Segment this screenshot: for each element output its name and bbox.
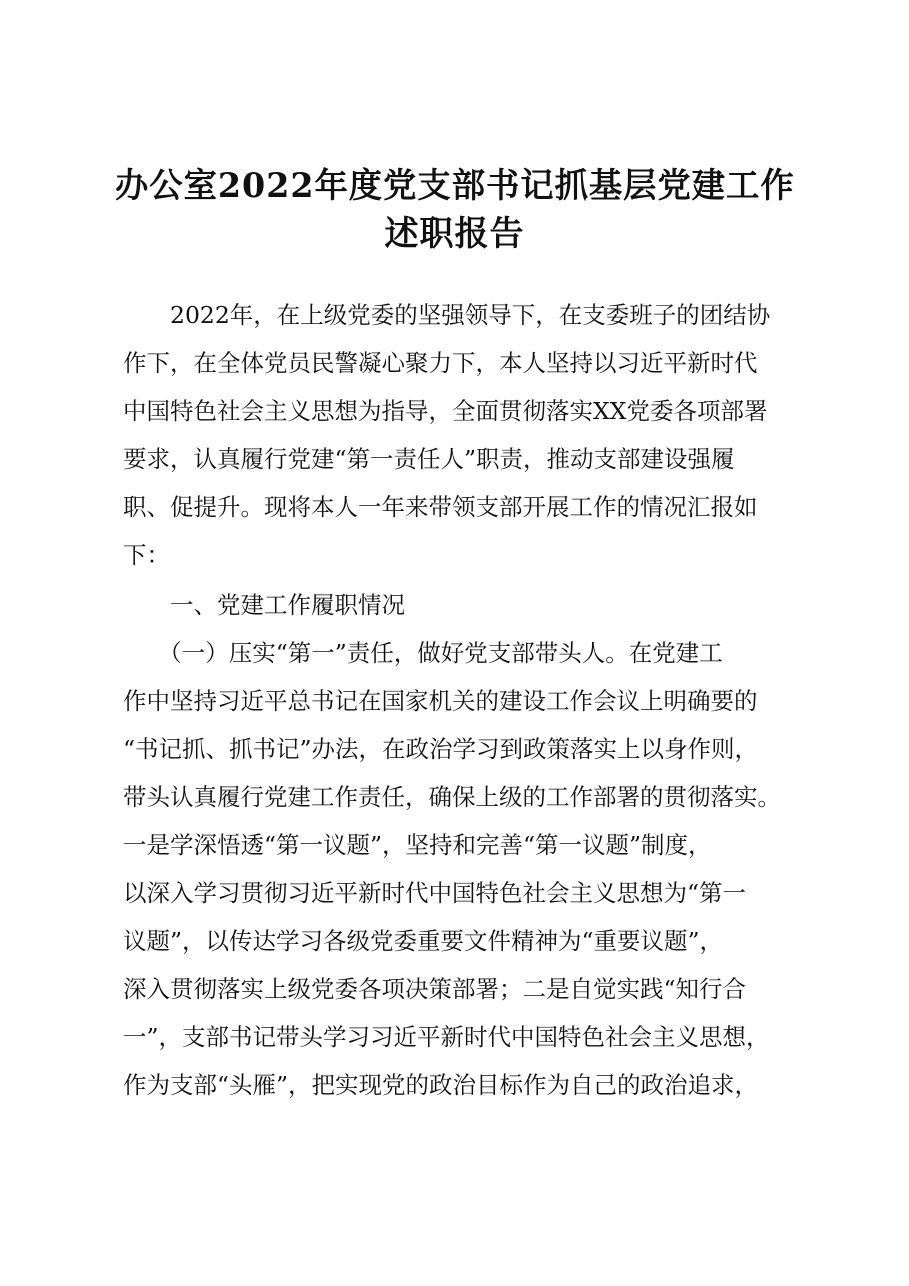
body-line: 要求，认真履行党建“第一责任人”职责，推动支部建设强履 [123,445,735,473]
body-line: “书记抓、抓书记”办法，在政治学习到政策落实上以身作则， [123,735,759,763]
body-line: 作下，在全体党员民警凝心聚力下，本人坚持以习近平新时代 [123,349,758,377]
body-line: （一）压实“第一”责任，做好党支部带头人。在党建工 [123,639,723,667]
body-line: 以深入学习贯彻习近平新时代中国特色社会主义思想为“第一 [123,879,747,907]
body-line: 深入贯彻落实上级党委各项决策部署；二是自觉实践“知行合 [123,975,747,1003]
body-line: 一”，支部书记带头学习习近平新时代中国特色社会主义思想， [123,1023,770,1051]
document-title-line-1: 办公室2022年度党支部书记抓基层党建工作 [114,166,795,206]
body-line: 一是学深悟透“第一议题”，坚持和完善“第一议题”制度， [123,831,712,859]
body-line: 中国特色社会主义思想为指导，全面贯彻落实XX党委各项部署 [123,397,768,425]
body-line: 作为支部“头雁”，把实现党的政治目标作为自己的政治追求， [123,1071,759,1099]
body-line: 职、促提升。现将本人一年来带领支部开展工作的情况汇报如 [123,493,758,521]
body-line: 带头认真履行党建工作责任，确保上级的工作部署的贯彻落实。 [123,783,781,811]
body-line: 2022年，在上级党委的坚强领导下，在支委班子的团结协 [123,301,771,329]
document-title-line-2: 述职报告 [384,214,525,254]
body-line: 议题”，以传达学习各级党委重要文件精神为“重要议题”， [123,927,724,955]
section-heading: 一、党建工作履职情况 [123,591,405,619]
body-line: 下： [123,541,170,569]
body-line: 作中坚持习近平总书记在国家机关的建设工作会议上明确要的 [123,687,758,715]
